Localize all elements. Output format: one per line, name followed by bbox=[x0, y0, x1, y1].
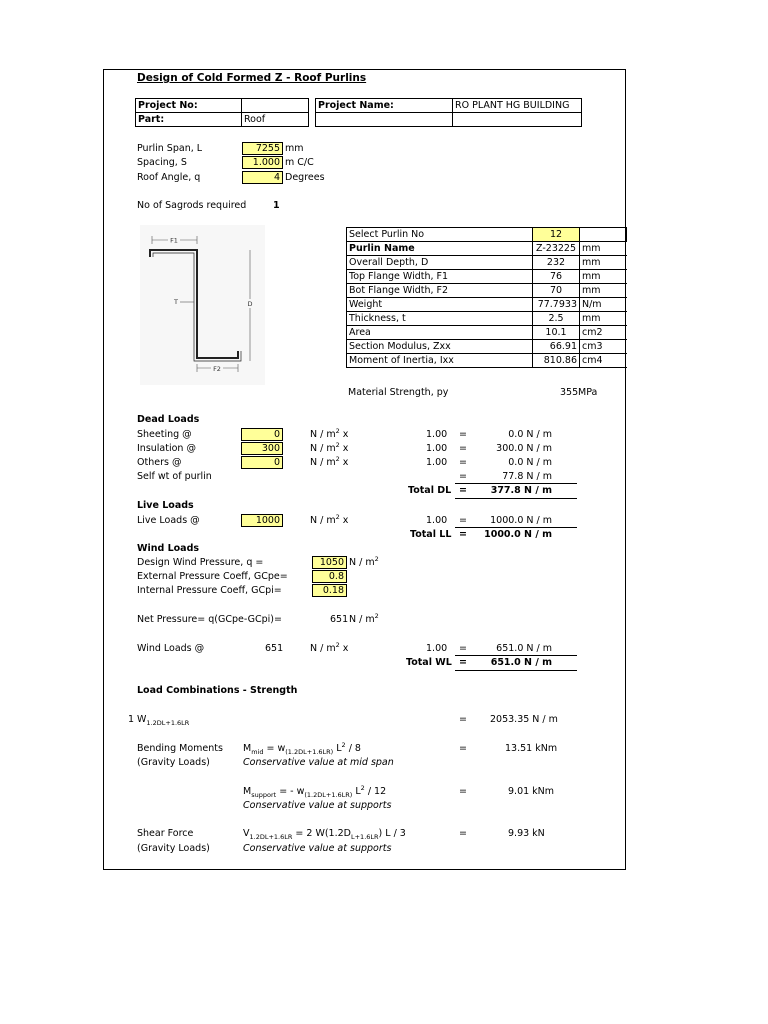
sf-label-2: (Gravity Loads) bbox=[137, 843, 210, 854]
spacing-label: Spacing, S bbox=[137, 157, 187, 168]
msup-formula: $M_{support}$ = - $w_{(1.2DL+1.6LR)}$ $L^2 / 12$ bbox=[243, 783, 387, 799]
section-row bbox=[347, 340, 627, 354]
selfwt-label: Self wt of purlin bbox=[137, 471, 212, 482]
gcpi-label: Internal Pressure Coeff, GCpi= bbox=[137, 585, 282, 596]
empty-cell bbox=[316, 113, 453, 127]
dead-unit-1: N / $m^2$ x bbox=[310, 426, 349, 440]
section-row bbox=[347, 242, 627, 256]
eq-sign: = bbox=[459, 515, 467, 526]
section-row bbox=[347, 270, 627, 284]
section-row-value: 810.86 bbox=[533, 354, 580, 368]
part-label: Part: bbox=[136, 113, 242, 127]
section-row-unit: N/m bbox=[580, 298, 627, 312]
project-no-label: Project No: bbox=[136, 99, 242, 113]
gcpe-input[interactable]: 0.8 bbox=[312, 570, 347, 583]
section-row-unit: cm2 bbox=[580, 326, 627, 340]
sagrods-label: No of Sagrods required bbox=[137, 200, 247, 211]
eq-sign: = bbox=[459, 643, 467, 654]
section-table bbox=[346, 227, 627, 368]
mmid-note: Conservative value at mid span bbox=[243, 757, 394, 768]
wind-load-label: Wind Loads @ bbox=[137, 643, 205, 654]
eq-sign: = bbox=[459, 786, 467, 797]
select-purlin-label: Select Purlin No bbox=[347, 228, 533, 242]
msup-value: 9.01 kNm bbox=[508, 786, 555, 797]
msup-note: Conservative value at supports bbox=[243, 800, 392, 811]
section-row-label: Moment of Inertia, Ixx bbox=[347, 354, 533, 368]
section-row-value: 66.91 bbox=[533, 340, 580, 354]
dead-factor-3: 1.00 bbox=[426, 457, 448, 468]
section-row-value: 77.7933 bbox=[533, 298, 580, 312]
dead-result-1: 0.0 N / m bbox=[508, 429, 552, 440]
section-row-value: 76 bbox=[533, 270, 580, 284]
section-row-label: Thickness, t bbox=[347, 312, 533, 326]
wind-load-value: 651 bbox=[265, 643, 284, 654]
t-label: T bbox=[174, 298, 178, 306]
sum-rule bbox=[455, 527, 577, 528]
section-row-label: Purlin Name bbox=[347, 242, 533, 256]
live-result: 1000.0 N / m bbox=[490, 515, 552, 526]
sheeting-label: Sheeting @ bbox=[137, 429, 192, 440]
section-row bbox=[347, 256, 627, 270]
wind-q-label: Design Wind Pressure, q = bbox=[137, 557, 264, 568]
others-label: Others @ bbox=[137, 457, 182, 468]
sum-rule bbox=[455, 483, 577, 484]
total-wl-label: Total WL bbox=[406, 657, 452, 668]
project-no-value[interactable] bbox=[242, 99, 309, 113]
project-name-value[interactable]: RO PLANT HG BUILDING bbox=[453, 99, 582, 113]
live-unit: N / $m^2$ x bbox=[310, 512, 349, 526]
dead-unit-3: N / $m^2$ x bbox=[310, 454, 349, 468]
eq-sign: = bbox=[459, 529, 467, 540]
angle-input[interactable]: 4 bbox=[242, 171, 283, 184]
wind-factor: 1.00 bbox=[426, 643, 448, 654]
net-pressure-value: 651 bbox=[330, 614, 349, 625]
shear-value: 9.93 kN bbox=[508, 828, 545, 839]
total-rule bbox=[455, 670, 577, 671]
wind-q-input[interactable]: 1050 bbox=[312, 556, 347, 569]
eq-sign: = bbox=[459, 743, 467, 754]
span-unit: mm bbox=[285, 143, 304, 154]
mmid-formula: $M_{mid} = w_{(1.2DL+1.6LR)}$ $L^2 / 8$ bbox=[243, 740, 361, 756]
gcpe-label: External Pressure Coeff, GCpe= bbox=[137, 571, 288, 582]
project-name-label: Project Name: bbox=[316, 99, 453, 113]
part-value[interactable]: Roof bbox=[242, 113, 309, 127]
page-title: Design of Cold Formed Z - Roof Purlins bbox=[137, 72, 367, 84]
spacing-unit: m C/C bbox=[285, 157, 314, 168]
live-label: Live Loads @ bbox=[137, 515, 200, 526]
wind-loads-heading: Wind Loads bbox=[137, 543, 200, 554]
bm-label-1: Bending Moments bbox=[137, 743, 223, 754]
eq-sign: = bbox=[459, 828, 467, 839]
section-row-label: Area bbox=[347, 326, 533, 340]
project-table bbox=[135, 98, 582, 127]
total-dl-label: Total DL bbox=[408, 485, 452, 496]
eq-sign: = bbox=[459, 485, 467, 496]
total-dl-value: 377.8 N / m bbox=[490, 485, 552, 496]
spacing-input[interactable]: 1.000 bbox=[242, 156, 283, 169]
sf-label-1: Shear Force bbox=[137, 828, 194, 839]
eq-sign: = bbox=[459, 457, 467, 468]
section-row-value: 2.5 bbox=[533, 312, 580, 326]
bm-label-2: (Gravity Loads) bbox=[137, 757, 210, 768]
insulation-label: Insulation @ bbox=[137, 443, 196, 454]
dead-factor-2: 1.00 bbox=[426, 443, 448, 454]
section-row-unit: mm bbox=[580, 270, 627, 284]
f2-label: F2 bbox=[213, 365, 221, 373]
section-row-label: Overall Depth, D bbox=[347, 256, 533, 270]
section-row-unit: cm4 bbox=[580, 354, 627, 368]
select-purlin-input[interactable]: 12 bbox=[533, 228, 580, 242]
section-row-unit: mm bbox=[580, 284, 627, 298]
dead-result-2: 300.0 N / m bbox=[496, 443, 552, 454]
wind-unit: N / $m^2$ x bbox=[310, 640, 349, 654]
dead-unit-2: N / $m^2$ x bbox=[310, 440, 349, 454]
section-row-label: Weight bbox=[347, 298, 533, 312]
others-input[interactable]: 0 bbox=[241, 456, 283, 469]
angle-label: Roof Angle, q bbox=[137, 172, 201, 183]
f1-label: F1 bbox=[170, 236, 178, 245]
total-ll-value: 1000.0 N / m bbox=[484, 529, 552, 540]
wind-result: 651.0 N / m bbox=[496, 643, 552, 654]
empty-cell bbox=[453, 113, 582, 127]
combo-number: 1 bbox=[128, 714, 135, 725]
eq-sign: = bbox=[459, 657, 467, 668]
net-pressure-label: Net Pressure= q(GCpe-GCpi)= bbox=[137, 614, 282, 625]
insulation-input[interactable]: 300 bbox=[241, 442, 283, 455]
span-input[interactable]: 7255 bbox=[242, 142, 283, 155]
section-row bbox=[347, 354, 627, 368]
eq-sign: = bbox=[459, 429, 467, 440]
section-row-value: Z-23225 bbox=[533, 242, 580, 256]
material-label: Material Strength, py bbox=[348, 387, 449, 398]
sum-rule bbox=[455, 655, 577, 656]
shear-note: Conservative value at supports bbox=[243, 843, 392, 854]
material-value: 355 bbox=[560, 387, 579, 398]
eq-sign: = bbox=[459, 714, 467, 725]
section-row-value: 10.1 bbox=[533, 326, 580, 340]
section-row-unit: mm bbox=[580, 256, 627, 270]
section-row-value: 70 bbox=[533, 284, 580, 298]
combo-w: $W_{1.2DL+1.6LR}$ bbox=[137, 714, 190, 727]
section-row-label: Top Flange Width, F1 bbox=[347, 270, 533, 284]
z-section-diagram bbox=[140, 225, 265, 385]
wind-q-unit: N / $m^2$ bbox=[349, 554, 379, 568]
total-wl-value: 651.0 N / m bbox=[490, 657, 552, 668]
angle-unit: Degrees bbox=[285, 172, 325, 183]
total-rule bbox=[455, 498, 577, 499]
section-row bbox=[347, 298, 627, 312]
eq-sign: = bbox=[459, 443, 467, 454]
section-row-unit: mm bbox=[580, 242, 627, 256]
section-row bbox=[347, 326, 627, 340]
dead-loads-heading: Dead Loads bbox=[137, 414, 200, 425]
sagrods-value: 1 bbox=[273, 200, 280, 211]
span-label: Purlin Span, L bbox=[137, 143, 203, 154]
eq-sign: = bbox=[459, 471, 467, 482]
live-loads-heading: Live Loads bbox=[137, 500, 194, 511]
mmid-value: 13.51 kNm bbox=[505, 743, 558, 754]
net-pressure-unit: N / $m^2$ bbox=[349, 611, 379, 625]
d-label: D bbox=[247, 300, 253, 308]
dead-result-3: 0.0 N / m bbox=[508, 457, 552, 468]
section-row bbox=[347, 284, 627, 298]
section-row-label: Bot Flange Width, F2 bbox=[347, 284, 533, 298]
section-row-unit: mm bbox=[580, 312, 627, 326]
dead-result-4: 77.8 N / m bbox=[502, 471, 552, 482]
section-row-label: Section Modulus, Zxx bbox=[347, 340, 533, 354]
sheeting-input[interactable]: 0 bbox=[241, 428, 283, 441]
section-row bbox=[347, 312, 627, 326]
shear-formula: $V_{1.2DL+1.6LR} = 2$ $W(1.2D_{L+1.6LR})$ L / 3 bbox=[243, 828, 406, 841]
combo-w-value: 2053.35 N / m bbox=[490, 714, 558, 725]
load-combos-heading: Load Combinations - Strength bbox=[137, 685, 298, 696]
dead-factor-1: 1.00 bbox=[426, 429, 448, 440]
material-unit: MPa bbox=[578, 387, 598, 398]
total-ll-label: Total LL bbox=[410, 529, 452, 540]
live-input[interactable]: 1000 bbox=[241, 514, 283, 527]
section-row-unit: cm3 bbox=[580, 340, 627, 354]
live-factor: 1.00 bbox=[426, 515, 448, 526]
gcpi-input[interactable]: 0.18 bbox=[312, 584, 347, 597]
section-row-value: 232 bbox=[533, 256, 580, 270]
